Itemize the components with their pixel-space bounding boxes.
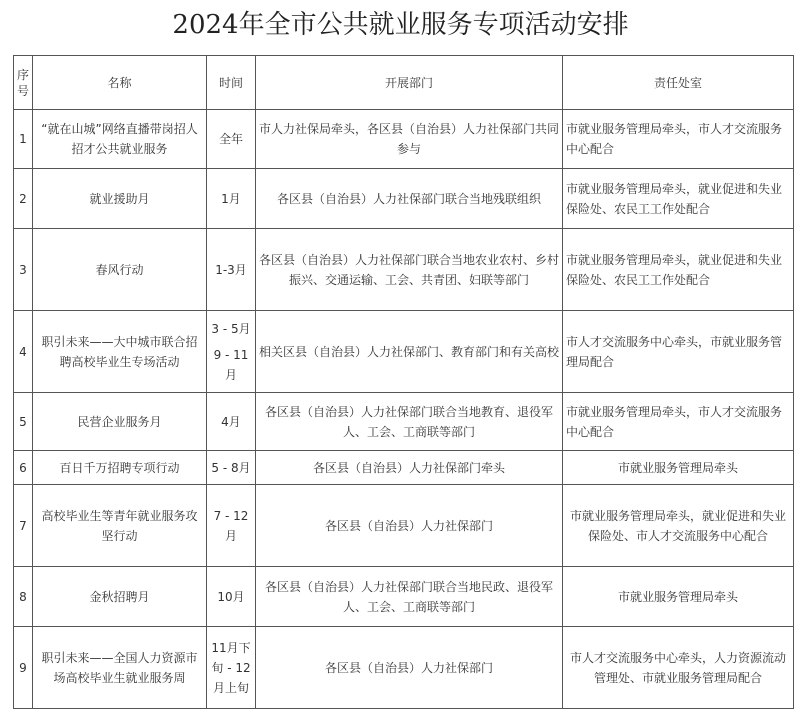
row-office: 市就业服务管理局牵头	[563, 567, 794, 627]
row-time: 10月	[207, 567, 256, 627]
table-row	[14, 229, 794, 311]
row-office: 市就业服务管理局牵头，就业促进和失业保险处、农民工工作处配合	[563, 229, 794, 311]
row-dept: 各区县（自治县）人力社保部门联合当地残联组织	[256, 169, 563, 229]
row-time: 1-3月	[207, 229, 256, 311]
row-name: 职引未来——全国人力资源市场高校毕业生就业服务周	[33, 627, 207, 709]
row-office: 市就业服务管理局牵头，市人才交流服务中心配合	[563, 393, 794, 451]
row-dept: 各区县（自治县）人力社保部门联合当地民政、退役军人、工会、工商联等部门	[256, 567, 563, 627]
row-dept: 各区县（自治县）人力社保部门牵头	[256, 451, 563, 485]
row-office: 市就业服务管理局牵头	[563, 451, 794, 485]
row-office: 市人才交流服务中心牵头，市就业服务管理局配合	[563, 311, 794, 393]
row-time: 7 - 12月	[207, 485, 256, 567]
row-time: 5 - 8月	[207, 451, 256, 485]
row-office: 市就业服务管理局牵头，就业促进和失业保险处、市人才交流服务中心配合	[563, 485, 794, 567]
table-header-row	[14, 56, 794, 110]
row-time-second: 9 - 11月	[213, 347, 249, 382]
row-name: 职引未来——大中城市联合招聘高校毕业生专场活动	[33, 311, 207, 393]
row-no: 8	[14, 567, 33, 627]
row-dept: 相关区县（自治县）人力社保部门、教育部门和有关高校	[256, 311, 563, 393]
table-row	[14, 311, 794, 393]
table-row	[14, 485, 794, 567]
row-dept: 各区县（自治县）人力社保部门联合当地教育、退役军人、工会、工商联等部门	[256, 393, 563, 451]
row-dept: 各区县（自治县）人力社保部门	[256, 485, 563, 567]
row-time: 1月	[207, 169, 256, 229]
header-no: 序号	[14, 56, 33, 110]
row-time: 全年	[207, 110, 256, 169]
table-row	[14, 169, 794, 229]
row-name: 民营企业服务月	[33, 393, 207, 451]
row-name: “就在山城”网络直播带岗招人招才公共就业服务	[33, 110, 207, 169]
row-time: 4月	[207, 393, 256, 451]
table-row	[14, 110, 794, 169]
header-name: 名称	[33, 56, 207, 110]
row-no: 1	[14, 110, 33, 169]
row-office: 市就业服务管理局牵头，市人才交流服务中心配合	[563, 110, 794, 169]
row-name: 就业援助月	[33, 169, 207, 229]
row-no: 2	[14, 169, 33, 229]
row-dept: 市人力社保局牵头，各区县（自治县）人力社保部门共同参与	[256, 110, 563, 169]
table-row	[14, 567, 794, 627]
row-name: 高校毕业生等青年就业服务攻坚行动	[33, 485, 207, 567]
row-time: 3 - 5月	[211, 321, 251, 336]
row-no: 4	[14, 311, 33, 393]
row-name: 金秋招聘月	[33, 567, 207, 627]
row-no: 9	[14, 627, 33, 709]
row-no: 7	[14, 485, 33, 567]
row-name: 春风行动	[33, 229, 207, 311]
activity-table	[13, 55, 794, 709]
page-title: 2024年全市公共就业服务专项活动安排	[172, 10, 629, 40]
header-office: 责任处室	[563, 56, 794, 110]
row-office: 市人才交流服务中心牵头，人力资源流动管理处、市就业服务管理局配合	[563, 627, 794, 709]
row-time-cell	[207, 311, 256, 393]
row-dept: 各区县（自治县）人力社保部门	[256, 627, 563, 709]
header-time: 时间	[207, 56, 256, 110]
row-no: 3	[14, 229, 33, 311]
row-time: 11月下旬 - 12月上旬	[207, 627, 256, 709]
row-name: 百日千万招聘专项行动	[33, 451, 207, 485]
row-office: 市就业服务管理局牵头，就业促进和失业保险处、农民工工作处配合	[563, 169, 794, 229]
table-row	[14, 627, 794, 709]
table-row	[14, 451, 794, 485]
header-dept: 开展部门	[256, 56, 563, 110]
row-no: 6	[14, 451, 33, 485]
row-dept: 各区县（自治县）人力社保部门联合当地农业农村、乡村振兴、交通运输、工会、共青团、妇联等部门	[256, 229, 563, 311]
row-no: 5	[14, 393, 33, 451]
table-row	[14, 393, 794, 451]
